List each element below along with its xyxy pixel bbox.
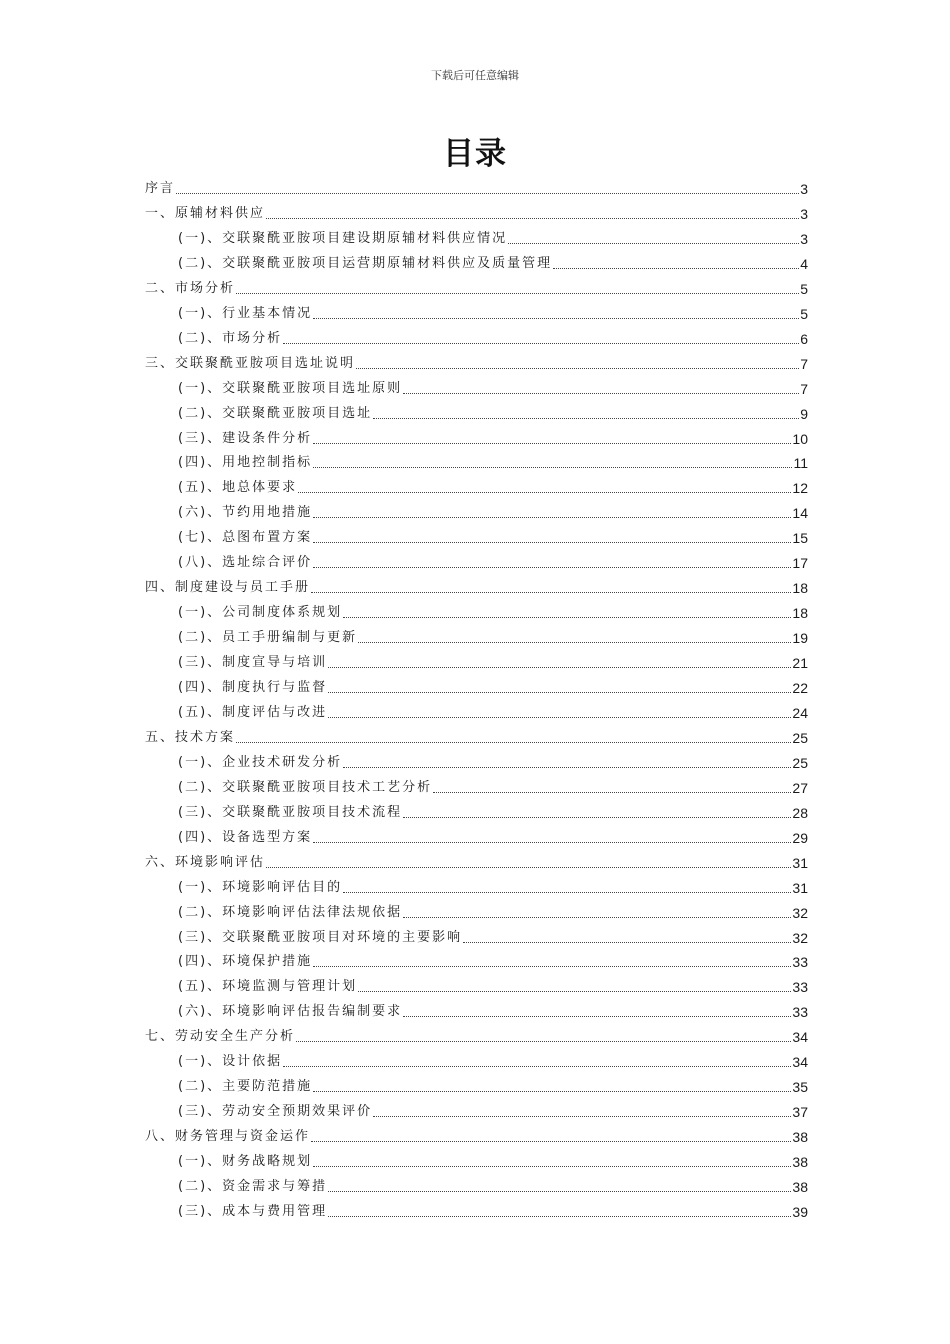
- toc-entry[interactable]: [178, 673, 808, 697]
- toc-entry-label: (三)、交联聚酰亚胺项目对环境的主要影响: [178, 929, 463, 945]
- toc-entry-page: 25: [792, 754, 808, 771]
- toc-entry-label: (五)、制度评估与改进: [178, 704, 328, 720]
- toc-entry-label: 三、交联聚酰亚胺项目选址说明: [145, 355, 356, 371]
- toc-entry-page: 29: [792, 829, 808, 846]
- toc-entry-page: 37: [792, 1104, 808, 1121]
- toc-entry-page: 21: [792, 655, 808, 672]
- toc-entry-page: 7: [800, 380, 808, 397]
- toc-leader-dots: [356, 358, 799, 369]
- toc-entry-label: (一)、交联聚酰亚胺项目建设期原辅材料供应情况: [178, 230, 508, 246]
- toc-entry-page: 18: [792, 580, 808, 597]
- toc-leader-dots: [296, 1031, 791, 1042]
- toc-entry[interactable]: [178, 873, 808, 897]
- toc-leader-dots: [373, 1106, 791, 1117]
- toc-entry-page: 18: [792, 605, 808, 622]
- toc-entry-page: 19: [792, 630, 808, 647]
- toc-entry[interactable]: [145, 1122, 808, 1146]
- toc-entry[interactable]: [178, 424, 808, 448]
- toc-entry-page: 31: [792, 854, 808, 871]
- toc-entry-label: (六)、节约用地措施: [178, 505, 313, 521]
- toc-leader-dots: [266, 208, 799, 219]
- toc-entry-label: (四)、环境保护措施: [178, 954, 313, 970]
- toc-entry[interactable]: [178, 748, 808, 772]
- toc-leader-dots: [358, 981, 791, 992]
- toc-entry-page: 38: [792, 1179, 808, 1195]
- toc-leader-dots: [283, 333, 799, 344]
- toc-entry-page: 9: [800, 405, 808, 422]
- toc-leader-dots: [313, 1081, 791, 1092]
- toc-leader-dots: [553, 258, 799, 269]
- toc-entry[interactable]: [178, 972, 808, 996]
- toc-entry-page: 5: [800, 305, 808, 322]
- toc-entry-page: 5: [800, 280, 808, 297]
- toc-leader-dots: [311, 582, 791, 593]
- toc-entry[interactable]: [145, 848, 808, 872]
- toc-leader-dots: [358, 632, 791, 643]
- toc-entry[interactable]: [178, 1197, 808, 1221]
- toc-leader-dots: [343, 882, 791, 893]
- toc-entry-page: 15: [792, 530, 808, 547]
- toc-leader-dots: [508, 233, 799, 244]
- toc-leader-dots: [328, 1206, 791, 1217]
- toc-leader-dots: [433, 782, 791, 793]
- toc-entry[interactable]: [178, 947, 808, 971]
- toc-leader-dots: [313, 832, 791, 843]
- toc-entry[interactable]: [178, 374, 808, 398]
- toc-leader-dots: [328, 657, 791, 668]
- toc-leader-dots: [403, 807, 791, 818]
- toc-entry-page: 4: [800, 255, 808, 272]
- toc-leader-dots: [313, 532, 791, 543]
- toc-leader-dots: [343, 757, 791, 768]
- toc-entry[interactable]: [178, 224, 808, 248]
- toc-leader-dots: [283, 1056, 791, 1067]
- toc-entry-page: 33: [792, 1004, 808, 1021]
- toc-entry-page: 32: [792, 904, 808, 921]
- toc-entry-label: (四)、用地控制指标: [178, 455, 313, 471]
- toc-entry-page: 3: [800, 205, 808, 222]
- toc-leader-dots: [313, 507, 791, 518]
- toc-entry-label: (三)、成本与费用管理: [178, 1203, 328, 1219]
- toc-entry-page: 7: [800, 355, 808, 372]
- toc-leader-dots: [313, 308, 799, 319]
- toc-entry-label: (六)、环境影响评估报告编制要求: [178, 1004, 403, 1020]
- toc-leader-dots: [328, 707, 791, 718]
- toc-entry-label: 一、原辅材料供应: [145, 205, 266, 221]
- toc-entry[interactable]: [178, 1147, 808, 1171]
- toc-entry-label: (一)、设计依据: [178, 1054, 283, 1070]
- toc-entry-page: 12: [792, 480, 808, 497]
- toc-entry-label: 七、劳动安全生产分析: [145, 1029, 296, 1045]
- toc-entry[interactable]: [178, 823, 808, 847]
- toc-entry-label: (三)、劳动安全预期效果评价: [178, 1104, 373, 1120]
- toc-entry-label: (二)、市场分析: [178, 330, 283, 346]
- toc-leader-dots: [313, 956, 791, 967]
- toc-entry-page: 3: [800, 230, 808, 247]
- toc-entry[interactable]: [178, 923, 808, 947]
- toc-entry[interactable]: [178, 448, 808, 472]
- toc-leader-dots: [373, 408, 799, 419]
- toc-entry-page: 33: [792, 954, 808, 971]
- toc-leader-dots: [298, 482, 791, 493]
- toc-leader-dots: [311, 1131, 791, 1142]
- toc-entry-label: (五)、地总体要求: [178, 480, 298, 496]
- toc-entry[interactable]: [145, 349, 808, 373]
- toc-entry-label: (八)、选址综合评价: [178, 555, 313, 571]
- toc-entry-label: (一)、交联聚酰亚胺项目选址原则: [178, 380, 403, 396]
- toc-entry-page: 10: [792, 430, 808, 447]
- toc-entry-page: 39: [792, 1203, 808, 1220]
- toc-entry-label: (二)、资金需求与筹措: [178, 1179, 328, 1194]
- toc-entry-label: 五、技术方案: [145, 729, 236, 745]
- toc-entry-page: 22: [792, 680, 808, 696]
- toc-entry-page: 34: [792, 1029, 808, 1046]
- toc-entry-page: 33: [792, 979, 808, 996]
- toc-entry[interactable]: [178, 898, 808, 922]
- toc-entry-label: (五)、环境监测与管理计划: [178, 979, 358, 995]
- toc-leader-dots: [343, 607, 791, 618]
- toc-leader-dots: [236, 283, 799, 294]
- toc-entry-label: (三)、建设条件分析: [178, 430, 313, 446]
- toc-entry-page: 25: [792, 729, 808, 746]
- toc-entry-page: 28: [792, 804, 808, 821]
- toc-leader-dots: [313, 557, 791, 568]
- toc-entry-page: 6: [800, 330, 808, 347]
- toc-entry-label: 六、环境影响评估: [145, 854, 266, 870]
- toc-entry-page: 38: [792, 1154, 808, 1171]
- toc-leader-dots: [328, 682, 791, 693]
- toc-entry-page: 17: [792, 555, 808, 572]
- toc-entry-label: (二)、环境影响评估法律法规依据: [178, 904, 403, 920]
- toc-entry[interactable]: [178, 299, 808, 323]
- toc-entry[interactable]: [178, 523, 808, 547]
- toc-entry-label: (三)、制度宣导与培训: [178, 655, 328, 671]
- toc-entry[interactable]: [178, 798, 808, 822]
- toc-title: 目录: [443, 136, 507, 172]
- toc-leader-dots: [313, 433, 791, 444]
- toc-entry[interactable]: [178, 623, 808, 647]
- toc-entry-page: 35: [792, 1079, 808, 1096]
- toc-leader-dots: [403, 907, 791, 918]
- toc-entry[interactable]: [145, 174, 808, 198]
- toc-entry-label: (二)、主要防范措施: [178, 1079, 313, 1095]
- toc-entry[interactable]: [178, 648, 808, 672]
- toc-entry[interactable]: [178, 324, 808, 348]
- toc-entry-page: 27: [792, 779, 808, 796]
- toc-leader-dots: [313, 457, 792, 468]
- toc-entry[interactable]: [178, 773, 808, 797]
- toc-leader-dots: [403, 1006, 791, 1017]
- toc-entry[interactable]: [178, 997, 808, 1021]
- toc-entry[interactable]: [178, 598, 808, 622]
- toc-entry[interactable]: [145, 199, 808, 223]
- toc-leader-dots: [403, 383, 799, 394]
- toc-entry-label: (二)、交联聚酰亚胺项目选址: [178, 405, 373, 421]
- toc-entry[interactable]: [145, 723, 808, 747]
- toc-entry[interactable]: [178, 1072, 808, 1096]
- toc-entry-label: 序言: [145, 181, 176, 196]
- toc-leader-dots: [313, 1156, 791, 1167]
- toc-entry-label: (七)、总图布置方案: [178, 530, 313, 546]
- toc-entry-label: (二)、交联聚酰亚胺项目技术工艺分析: [178, 779, 433, 795]
- header-note: 下载后可任意编辑: [431, 69, 519, 82]
- toc-entry-label: (一)、财务战略规划: [178, 1154, 313, 1170]
- toc-entry[interactable]: [178, 473, 808, 497]
- toc-leader-dots: [328, 1181, 791, 1192]
- toc-entry-label: (一)、环境影响评估目的: [178, 879, 343, 895]
- toc-entry-page: 3: [800, 181, 808, 197]
- toc-entry[interactable]: [145, 573, 808, 597]
- toc-entry-label: (一)、公司制度体系规划: [178, 605, 343, 621]
- toc-entry[interactable]: [178, 498, 808, 522]
- toc-entry[interactable]: [178, 249, 808, 273]
- toc-entry-label: (二)、交联聚酰亚胺项目运营期原辅材料供应及质量管理: [178, 255, 553, 271]
- toc-entry-label: 四、制度建设与员工手册: [145, 580, 311, 596]
- toc-entry-page: 32: [792, 929, 808, 946]
- toc-entry-label: (一)、企业技术研发分析: [178, 754, 343, 770]
- toc-entry-label: (三)、交联聚酰亚胺项目技术流程: [178, 804, 403, 820]
- toc-entry-label: 二、市场分析: [145, 280, 236, 296]
- toc-leader-dots: [176, 183, 799, 194]
- toc-entry-label: 八、财务管理与资金运作: [145, 1129, 311, 1145]
- toc-entry[interactable]: [145, 274, 808, 298]
- toc-entry-label: (一)、行业基本情况: [178, 305, 313, 321]
- toc-entry-page: 34: [792, 1054, 808, 1071]
- toc-entry[interactable]: [178, 698, 808, 722]
- toc-entry-page: 24: [792, 704, 808, 721]
- toc-entry[interactable]: [145, 1022, 808, 1046]
- toc-entry-label: (二)、员工手册编制与更新: [178, 630, 358, 646]
- toc-entry-page: 14: [792, 505, 808, 522]
- toc-entry[interactable]: [178, 1097, 808, 1121]
- toc-entry[interactable]: [178, 1047, 808, 1071]
- toc-entry-page: 38: [792, 1129, 808, 1146]
- toc-leader-dots: [266, 857, 791, 868]
- toc-entry[interactable]: [178, 1172, 808, 1196]
- toc-entry-label: (四)、设备选型方案: [178, 829, 313, 845]
- toc-entry-page: 31: [792, 879, 808, 896]
- toc-entry-label: (四)、制度执行与监督: [178, 680, 328, 695]
- toc-entry[interactable]: [178, 399, 808, 423]
- toc-leader-dots: [463, 932, 791, 943]
- toc-leader-dots: [236, 732, 791, 743]
- toc-entry[interactable]: [178, 548, 808, 572]
- toc-entry-page: 11: [793, 455, 808, 472]
